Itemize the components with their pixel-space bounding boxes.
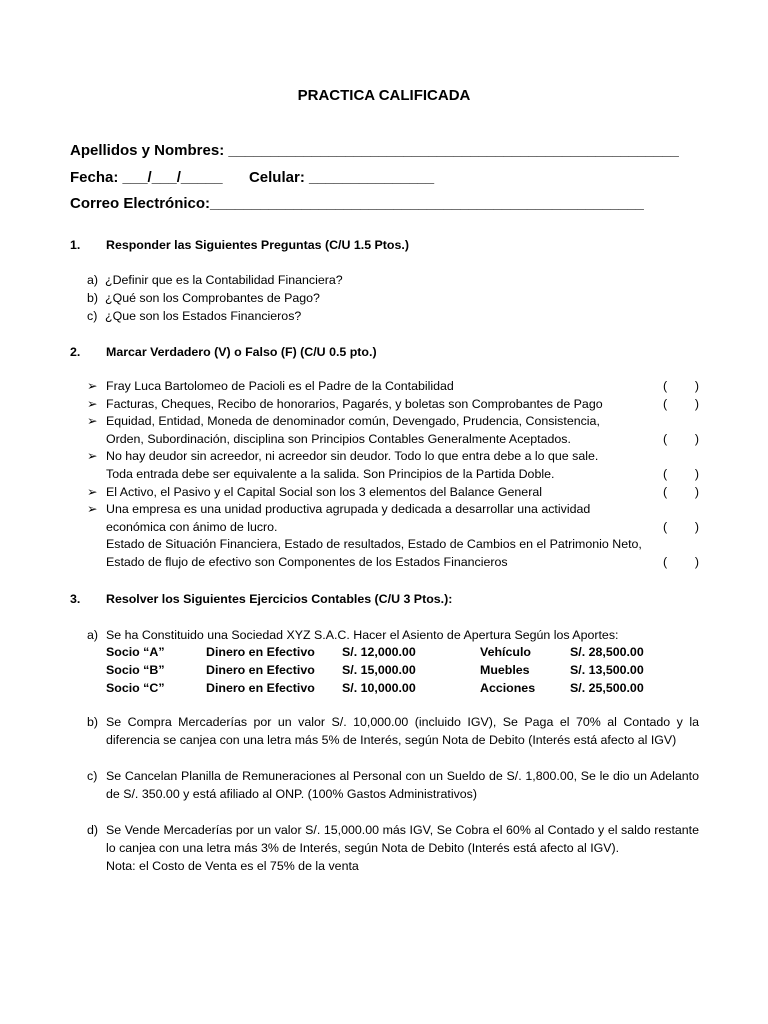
true-false-list bbox=[87, 378, 699, 572]
exercise-label: b) bbox=[87, 715, 99, 729]
exercise-c bbox=[87, 767, 699, 803]
exercise-b bbox=[87, 713, 699, 749]
question-text: ¿Que son los Estados Financieros? bbox=[105, 309, 302, 323]
exercise-text: Se ha Constituido una Sociedad XYZ S.A.C. Hacer el Asiento de Apertura Según los Aportes: bbox=[106, 628, 619, 642]
question-b bbox=[87, 291, 320, 305]
section-2-title: Marcar Verdadero (V) o Falso (F) (C/U 0.5 pto.) bbox=[106, 345, 377, 359]
tf-text: Fray Luca Bartolomeo de Pacioli es el Padre de la Contabilidad bbox=[106, 379, 454, 393]
tf-text: Equidad, Entidad, Moneda de denominador común, Devengado, Prudencia, Consistencia, bbox=[106, 414, 600, 429]
arrow-bullet-icon: ➢ bbox=[87, 449, 98, 464]
tf-item-continuation bbox=[87, 536, 699, 554]
exercise-text: Se Vende Mercaderías por un valor S/. 15,000.00 más IGV, Se Cobra el 60% al Contado y el saldo restante bbox=[106, 823, 699, 837]
tf-text: Facturas, Cheques, Recibo de honorarios, Pagarés, y boletas son Comprobantes de Pago bbox=[106, 396, 603, 411]
tf-item-continuation bbox=[87, 466, 699, 484]
tf-text: No hay deudor sin acreedor, ni acreedor sin deudor. Todo lo que entra debe a lo que sale. bbox=[106, 449, 599, 464]
answer-box[interactable]: ( ) bbox=[663, 379, 699, 393]
tf-item bbox=[87, 396, 699, 414]
exercise-d bbox=[87, 821, 699, 875]
tf-text: Estado de flujo de efectivo son Componentes de los Estados Financieros bbox=[106, 554, 508, 569]
tf-text: económica con ánimo de lucro. bbox=[106, 519, 278, 534]
arrow-bullet-icon: ➢ bbox=[87, 414, 98, 429]
tf-text: Orden, Subordinación, disciplina son Principios Contables Generalmente Aceptados. bbox=[106, 431, 571, 446]
exercise-text: diferencia se canjea con una letra más 5% de Interés, según Nota de Debito (Interés está afecto al IGV) bbox=[106, 733, 677, 747]
tf-item bbox=[87, 413, 699, 431]
section-3-heading bbox=[70, 592, 452, 606]
section-3-title: Resolver los Siguientes Ejercicios Contables (C/U 3 Ptos.): bbox=[106, 592, 453, 606]
tf-item bbox=[87, 448, 699, 466]
section-1-number: 1. bbox=[70, 238, 81, 252]
exercise-text: de S/. 350.00 y está afiliado al ONP. (100% Gastos Administrativos) bbox=[106, 787, 477, 801]
socios-table bbox=[106, 643, 666, 697]
question-label: b) bbox=[87, 291, 99, 305]
arrow-bullet-icon: ➢ bbox=[87, 484, 98, 499]
exercise-label: c) bbox=[87, 769, 98, 783]
answer-box[interactable]: ( ) bbox=[663, 431, 699, 446]
section-1-title: Responder las Siguientes Preguntas (C/U 1.5 Ptos.) bbox=[106, 238, 409, 252]
tf-text: Una empresa es una unidad productiva agrupada y dedicada a desarrollar una actividad bbox=[106, 502, 591, 517]
apellidos-field: Apellidos y Nombres: ______________________________________________________ bbox=[70, 142, 679, 159]
answer-box[interactable]: ( ) bbox=[663, 396, 699, 411]
table-row: Socio “A” Dinero en Efectivo S/. 12,000.00 Vehículo S/. 28,500.00 bbox=[106, 645, 644, 659]
tf-item bbox=[87, 484, 699, 502]
arrow-bullet-icon: ➢ bbox=[87, 379, 98, 393]
exercise-text: Se Compra Mercaderías por un valor S/. 10,000.00 (incluido IGV), Se Paga el 70% al Contado y la bbox=[106, 715, 699, 729]
section-2-number: 2. bbox=[70, 345, 81, 359]
tf-item-continuation bbox=[87, 519, 699, 537]
question-text: ¿Qué son los Comprobantes de Pago? bbox=[105, 291, 320, 305]
question-a bbox=[87, 273, 343, 287]
tf-item-continuation bbox=[87, 554, 699, 572]
section-3-number: 3. bbox=[70, 592, 81, 606]
arrow-bullet-icon: ➢ bbox=[87, 396, 98, 411]
tf-item bbox=[87, 378, 699, 396]
question-label: a) bbox=[87, 273, 99, 287]
answer-box[interactable]: ( ) bbox=[663, 484, 699, 499]
exercise-label: a) bbox=[87, 628, 99, 642]
exercise-note: Nota: el Costo de Venta es el 75% de la venta bbox=[106, 859, 359, 873]
table-row: Socio “B” Dinero en Efectivo S/. 15,000.00 Muebles S/. 13,500.00 bbox=[106, 663, 644, 677]
celular-label: Celular: _______________ bbox=[248, 169, 435, 186]
correo-field: Correo Electrónico:____________________________________________________ bbox=[70, 195, 644, 212]
tf-item bbox=[87, 501, 699, 519]
tf-item-continuation bbox=[87, 431, 699, 449]
section-2-heading bbox=[70, 345, 377, 359]
answer-box[interactable]: ( ) bbox=[663, 554, 699, 569]
page-title: PRACTICA CALIFICADA bbox=[297, 87, 471, 104]
answer-box[interactable]: ( ) bbox=[663, 519, 699, 534]
exercise-label: d) bbox=[87, 823, 99, 837]
fecha-field bbox=[70, 169, 434, 186]
fecha-label: Fecha: ___/___/_____ bbox=[70, 169, 223, 186]
tf-text: El Activo, el Pasivo y el Capital Social son los 3 elementos del Balance General bbox=[106, 484, 542, 499]
exercise-text: Se Cancelan Planilla de Remuneraciones al Personal con un Sueldo de S/. 1,800.00, Se le dio un Adelanto bbox=[106, 769, 699, 783]
tf-text: Estado de Situación Financiera, Estado de resultados, Estado de Cambios en el Patrimonio Neto, bbox=[106, 537, 642, 552]
exercise-a bbox=[87, 626, 699, 644]
answer-box[interactable]: ( ) bbox=[663, 466, 699, 481]
question-text: ¿Definir que es la Contabilidad Financiera? bbox=[105, 273, 343, 287]
table-row: Socio “C” Dinero en Efectivo S/. 10,000.00 Acciones S/. 25,500.00 bbox=[106, 681, 644, 695]
arrow-bullet-icon: ➢ bbox=[87, 502, 98, 517]
tf-text: Toda entrada debe ser equivalente a la salida. Son Principios de la Partida Doble. bbox=[106, 466, 555, 481]
question-label: c) bbox=[87, 309, 98, 323]
exercise-text: lo canjea con una letra más 3% de Interés, según Nota de Debito (Interés está afecto al IGV). bbox=[106, 841, 620, 855]
section-1-heading bbox=[70, 238, 409, 252]
question-c bbox=[87, 309, 301, 323]
